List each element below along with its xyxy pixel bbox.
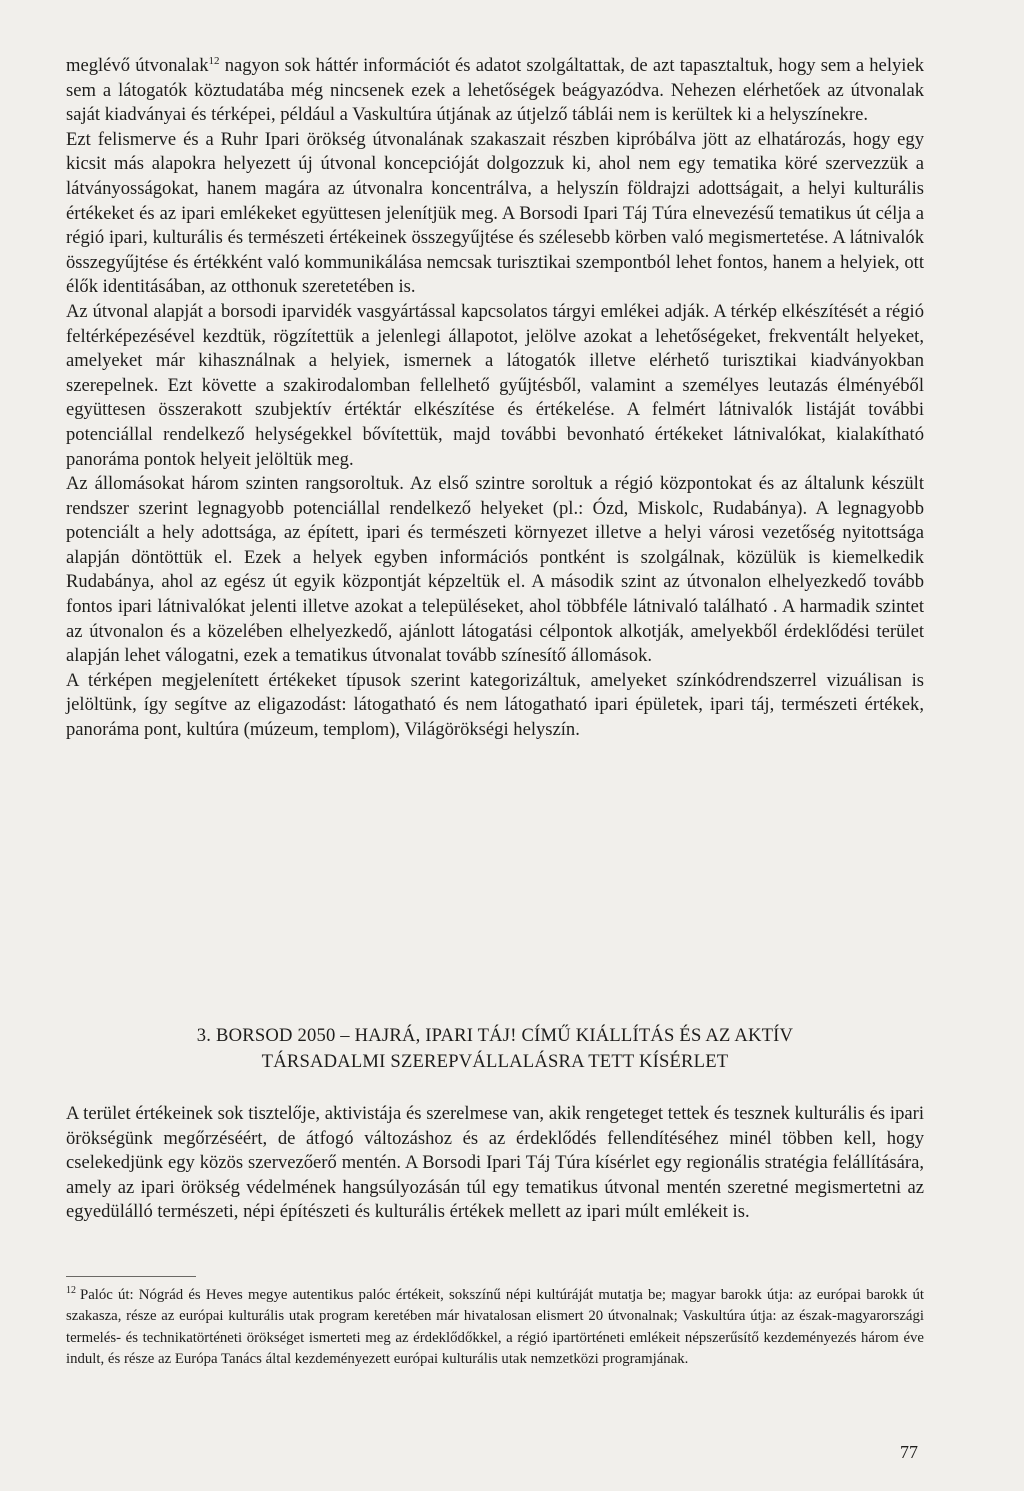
- section-heading-line-2: TÁRSADALMI SZEREPVÁLLALÁSRA TETT KÍSÉRLET: [261, 1051, 729, 1072]
- paragraph-3: Az útvonal alapját a borsodi iparvidék vasgyártással kapcsolatos tárgyi emlékei adják. A térkép elkészítését a régió feltérképezésével kezdtük, rögzítettük a jelenlegi állapotot, jelölve azokat a lehetőségeket, frekventált helyeket, amelyeket már kihasználnak a helyiek, ismernek a látogatók illetve elérhető turisztikai kiadványokban szerepelnek. Ezt követte a szakirodalomban fellelhető gyűjtésből, valamint a személyes leutazás élményéből együttesen összerakott szubjektív értéktár elkészítése és értékelése. A felmért látnivalók listáját további potenciállal rendelkező helységekkel bővítettük, majd további bevonható értékeket látnivalókat, kialakítható panoráma pontok helyeit jelöltük meg.: [66, 300, 924, 470]
- paragraph-1-start: meglévő útvonalak: [66, 55, 209, 76]
- paragraph-1-rest: nagyon sok háttér információt és adatot szolgáltattak, de azt tapasztaltuk, hogy sem a helyiek sem a látogatók köztudatába még nincsenek ezek a lehetőségek beágyazódva. Nehezen elérhetőek az útvonalak saját kiadványai és térképei, például a Vaskultúra útjának az útjelző táblái nem is kerültek ki a helyszínekre.: [66, 55, 924, 126]
- paragraph-1: [66, 54, 924, 128]
- paragraph-2: Ezt felismerve és a Ruhr Ipari örökség útvonalának szakaszait részben kipróbálva jött az elhatározás, hogy egy kicsit más alapokra helyezett új útvonal koncepcióját dolgozzuk ki, ahol nem egy tematika köré szervezzük a látványosságokat, hanem magára az útvonalra koncentrálva, a helyszín földrajzi adottságait, a helyi kulturális értékeket és az ipari emlékeket együttesen jelenítjük meg. A Borsodi Ipari Táj Túra elnevezésű tematikus út célja a régió ipari, kulturális és természeti értékeinek összegyűjtése és szélesebb körben való megismertetése. A látnivalók összegyűjtése és értékként való kommunikálása nemcsak turisztikai szempontból lehet fontos, hanem a helyiek, ott élők identitásában, az otthonuk szeretetében is.: [66, 128, 924, 298]
- page-number: 77: [900, 1442, 918, 1462]
- footnote-divider: [66, 1276, 196, 1277]
- footnote-reference: 12: [208, 54, 220, 67]
- footnote-mark: 12: [66, 1285, 76, 1297]
- footnote: [66, 1285, 924, 1371]
- footnote-text: Palóc út: Nógrád és Heves megye autentikus palóc értékeit, sokszínű népi kultúráját mutatja be; magyar barokk útja: az európai barokk út szakasza, része az európai kulturális utak program keretében már hivatalosan elismert 20 útvonalnak; Vaskultúra útja: az észak-magyarországi termelés- és technikatörténeti örökséget ismerteti meg az érdeklődőkkel, a régió ipartörténeti emlékeit népszerűsítő kezdeményezés három éve indult, és része az Európa Tanács által kezdeményezett európai kulturális utak nemzetközi programjának.: [66, 1287, 924, 1368]
- paragraph-5: A térképen megjelenített értékeket típusok szerint kategorizáltuk, amelyeket színkódrendszerrel vizuálisan is jelöltünk, így segítve az eligazodást: látogatható és nem látogatható ipari épületek, ipari táj, természeti értékek, panoráma pont, kultúra (múzeum, templom), Világörökségi helyszín.: [66, 669, 924, 741]
- section-heading: [66, 1023, 924, 1075]
- section-heading-line-1: 3. BORSOD 2050 – HAJRÁ, IPARI TÁJ! CÍMŰ KIÁLLÍTÁS ÉS AZ AKTÍV: [196, 1025, 794, 1046]
- body-text-bottom: [66, 1102, 924, 1225]
- paragraph-6: A terület értékeinek sok tisztelője, aktivistája és szerelmese van, akik rengeteget tettek és tesznek kulturális és ipari örökségünk megőrzéséért, de átfogó változáshoz és az érdeklődés fellendítéséhez minél többen kell, hogy cselekedjünk egy közös szervezőerő mentén. A Borsodi Ipari Táj Túra kísérlet egy regionális stratégia felállítására, amely az ipari örökség védelmének hangsúlyozásán túl egy tematikus útvonal mentén szeretné megismertetni az egyedülálló természeti, népi építészeti és kulturális értékek mellett az ipari múlt emlékeit is.: [66, 1103, 924, 1223]
- body-text-top: [66, 54, 924, 743]
- paragraph-4: Az állomásokat három szinten rangsoroltuk. Az első szintre soroltuk a régió központokat és az általunk készült rendszer szerint legnagyobb potenciállal rendelkező helyeket (pl.: Ózd, Miskolc, Rudabánya). A legnagyobb potenciált a hely adottsága, az épített, ipari és természeti környezet illetve a helyi városi vezetőség nyitottsága alapján döntöttük el. Ezek a helyek egyben információs pontként is szolgálnak, közülük is kiemelkedik Rudabánya, ahol az egész út egyik központját képzeltük el. A második szint az útvonalon elhelyezkedő tovább fontos ipari látnivalókat jelenti illetve azokat a településeket, ahol többféle látnivaló található . A harmadik szintet az útvonalon és a közelében elhelyezkedő, ajánlott látogatási célpontok alkotják, amelyekből érdeklődési terület alapján lehet válogatni, ezek a tematikus útvonalat tovább színesítő állomások.: [66, 473, 924, 667]
